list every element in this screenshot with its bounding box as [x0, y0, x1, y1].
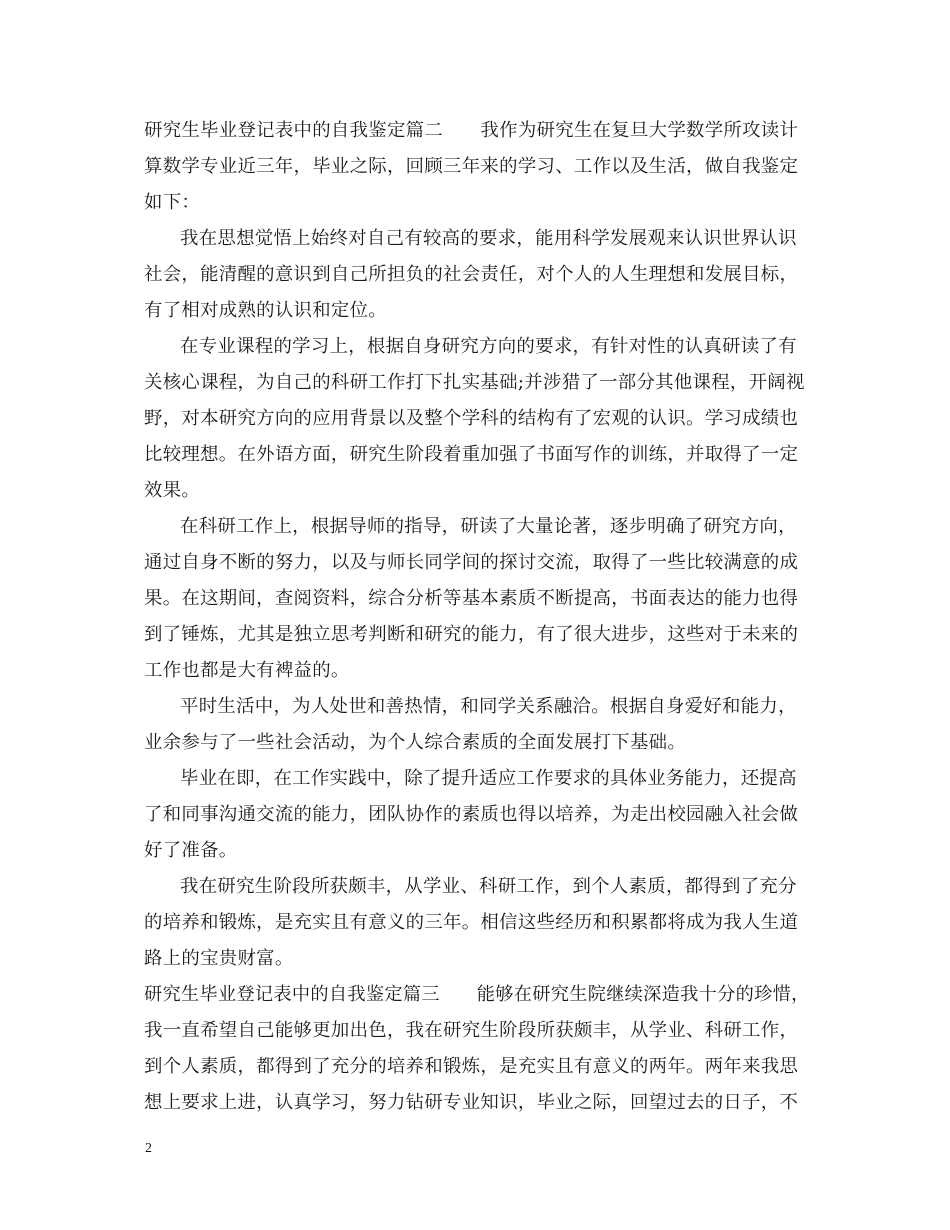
text-line: 平时生活中，为人处世和善热情，和同学关系融洽。根据自身爱好和能力， — [180, 696, 797, 717]
text-line: 在科研工作上，根据导师的指导，研读了大量论著，逐步明确了研究方向， — [180, 516, 797, 537]
text-line: 我在研究生阶段所获颇丰，从学业、科研工作，到个人素质，都得到了充分 — [180, 876, 797, 897]
text-line: 效果。 — [144, 480, 201, 501]
text-line: 比较理想。在外语方面，研究生阶段着重加强了书面写作的训练，并取得了一定 — [144, 444, 799, 465]
text-line: 社会，能清醒的意识到自己所担负的社会责任，对个人的人生理想和发展目标， — [144, 264, 799, 285]
text-line: 通过自身不断的努力，以及与师长同学间的探讨交流，取得了一些比较满意的成 — [144, 552, 799, 573]
text-line: 有了相对成熟的认识和定位。 — [144, 300, 387, 321]
text-line: 野，对本研究方向的应用背景以及整个学科的结构有了宏观的认识。学习成绩也 — [144, 408, 799, 429]
text-line: 算数学专业近三年，毕业之际，回顾三年来的学习、工作以及生活，做自我鉴定 — [144, 156, 799, 177]
text-line: 毕业在即，在工作实践中，除了提升适应工作要求的具体业务能力，还提高 — [180, 768, 797, 789]
page-number: 2 — [145, 1141, 152, 1156]
text-line: 路上的宝贵财富。 — [144, 948, 294, 969]
text-line: 关核心课程，为自己的科研工作打下扎实基础;并涉猎了一部分其他课程，开阔视 — [144, 372, 805, 393]
text-line: 工作也都是大有裨益的。 — [144, 660, 350, 681]
text-line: 好了准备。 — [144, 840, 238, 861]
text-line: 我在思想觉悟上始终对自己有较高的要求，能用科学发展观来认识世界认识 — [180, 228, 797, 249]
text-line: 到个人素质，都得到了充分的培养和锻炼，是充实且有意义的两年。两年来我思 — [144, 1056, 799, 1077]
text-line: 的培养和锻炼，是充实且有意义的三年。相信这些经历和积累都将成为我人生道 — [144, 912, 799, 933]
text-line: 我一直希望自己能够更加出色，我在研究生阶段所获颇丰，从学业、科研工作， — [144, 1020, 799, 1041]
text-line: 到了锤炼，尤其是独立思考判断和研究的能力，有了很大进步，这些对于未来的 — [144, 624, 799, 645]
text-line: 如下： — [144, 192, 201, 213]
text-line: 了和同事沟通交流的能力，团队协作的素质也得以培养，为走出校园融入社会做 — [144, 804, 799, 825]
text-line: 研究生毕业登记表中的自我鉴定篇二 我作为研究生在复旦大学数学所攻读计 — [144, 120, 799, 141]
text-line: 业余参与了一些社会活动，为个人综合素质的全面发展打下基础。 — [144, 732, 687, 753]
text-line: 在专业课程的学习上，根据自身研究方向的要求，有针对性的认真研读了有 — [180, 336, 797, 357]
text-line: 果。在这期间，查阅资料，综合分析等基本素质不断提高，书面表达的能力也得 — [144, 588, 799, 609]
text-line: 研究生毕业登记表中的自我鉴定篇三 能够在研究生院继续深造我十分的珍惜， — [144, 984, 810, 1005]
text-line: 想上要求上进，认真学习，努力钻研专业知识，毕业之际，回望过去的日子，不 — [144, 1092, 799, 1113]
